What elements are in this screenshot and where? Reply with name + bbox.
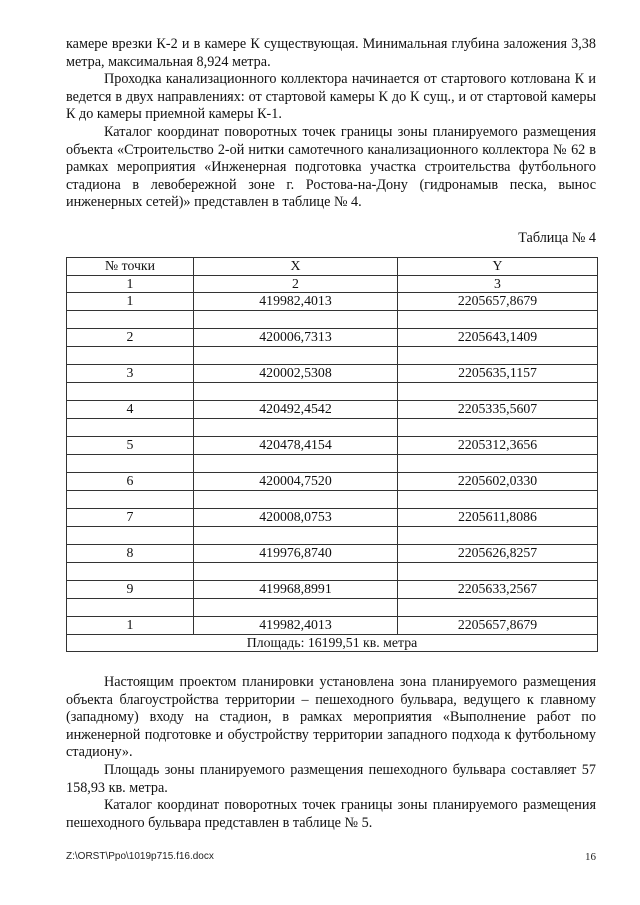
y-coordinate: 2205602,0330 [398,472,598,490]
table-header-row [67,257,598,275]
area-value: Площадь: 16199,51 кв. метра [67,634,598,651]
following-text [66,674,596,832]
column-number-1: 1 [67,275,194,292]
x-coordinate: 419976,8740 [194,544,398,562]
y-coordinate: 2205657,8679 [398,292,598,310]
point-number: 7 [67,508,194,526]
x-coordinate: 420006,7313 [194,328,398,346]
table-row [67,292,598,310]
point-number: 8 [67,544,194,562]
table-column-number-row [67,275,598,292]
intro-text [66,36,596,212]
spacer-row [67,526,598,544]
header-y: Y [398,257,598,275]
spacer-row [67,598,598,616]
y-coordinate: 2205626,8257 [398,544,598,562]
area-row [67,634,598,651]
spacer-row [67,418,598,436]
table-row [67,472,598,490]
y-coordinate: 2205643,1409 [398,328,598,346]
table-caption: Таблица № 4 [518,229,596,246]
y-coordinate: 2205312,3656 [398,436,598,454]
x-coordinate: 419982,4013 [194,292,398,310]
spacer-row [67,346,598,364]
table-row [67,544,598,562]
x-coordinate: 419982,4013 [194,616,398,634]
y-coordinate: 2205611,8086 [398,508,598,526]
x-coordinate: 419968,8991 [194,580,398,598]
after-paragraph-3: Каталог координат поворотных точек границы зоны планируемого размещения пешеходного бульвара представлен в таблице № 5. [66,797,596,831]
point-number: 2 [67,328,194,346]
table-row [67,328,598,346]
table-row [67,364,598,382]
point-number: 5 [67,436,194,454]
spacer-row [67,310,598,328]
table-row [67,616,598,634]
point-number: 4 [67,400,194,418]
point-number: 6 [67,472,194,490]
page-number: 16 [585,851,596,863]
column-number-2: 2 [194,275,398,292]
file-path: Z:\ORST\Ppo\1019p715.f16.docx [66,851,214,862]
table-row [67,580,598,598]
x-coordinate: 420478,4154 [194,436,398,454]
y-coordinate: 2205635,1157 [398,364,598,382]
y-coordinate: 2205633,2567 [398,580,598,598]
intro-paragraph-3: Каталог координат поворотных точек границы зоны планируемого размещения объекта «Строительство 2-ой нитки самотечного канализационного коллектора № 62 в рамках мероприятия «Инженерная подготовка участка строительства футбольного стадиона в левобережной зоне г. Ростова-на-Дону (гидронамыв песка, вынос инженерных сетей)» представлен в таблице № 4. [66,123,596,211]
header-point-number: № точки [67,257,194,275]
point-number: 1 [67,616,194,634]
x-coordinate: 420004,7520 [194,472,398,490]
table-row [67,508,598,526]
coordinates-table [66,257,598,652]
spacer-row [67,562,598,580]
intro-paragraph-2: Проходка канализационного коллектора начинается от стартового котлована К и ведется в двух направлениях: от стартовой камеры К до К сущ., и от стартовой камеры К до камеры приемной камеры К-1. [66,71,596,123]
header-x: X [194,257,398,275]
point-number: 3 [67,364,194,382]
x-coordinate: 420492,4542 [194,400,398,418]
table-row [67,400,598,418]
intro-paragraph-1: камере врезки К-2 и в камере К существующая. Минимальная глубина заложения 3,38 метра, максимальная 8,924 метра. [66,36,596,70]
x-coordinate: 420008,0753 [194,508,398,526]
y-coordinate: 2205335,5607 [398,400,598,418]
spacer-row [67,382,598,400]
y-coordinate: 2205657,8679 [398,616,598,634]
after-paragraph-1: Настоящим проектом планировки установлена зона планируемого размещения объекта благоустройства территории – пешеходного бульвара, ведущего к главному (западному) входу на стадион, в рамках мероприятия «Выполнение работ по инженерной подготовке и обустройству территории западного подхода к футбольному стадиону». [66,673,596,761]
document-page [66,36,596,832]
table-row [67,436,598,454]
spacer-row [67,454,598,472]
point-number: 9 [67,580,194,598]
after-paragraph-2: Площадь зоны планируемого размещения пешеходного бульвара составляет 57 158,93 кв. метра. [66,761,596,796]
point-number: 1 [67,292,194,310]
column-number-3: 3 [398,275,598,292]
x-coordinate: 420002,5308 [194,364,398,382]
spacer-row [67,490,598,508]
